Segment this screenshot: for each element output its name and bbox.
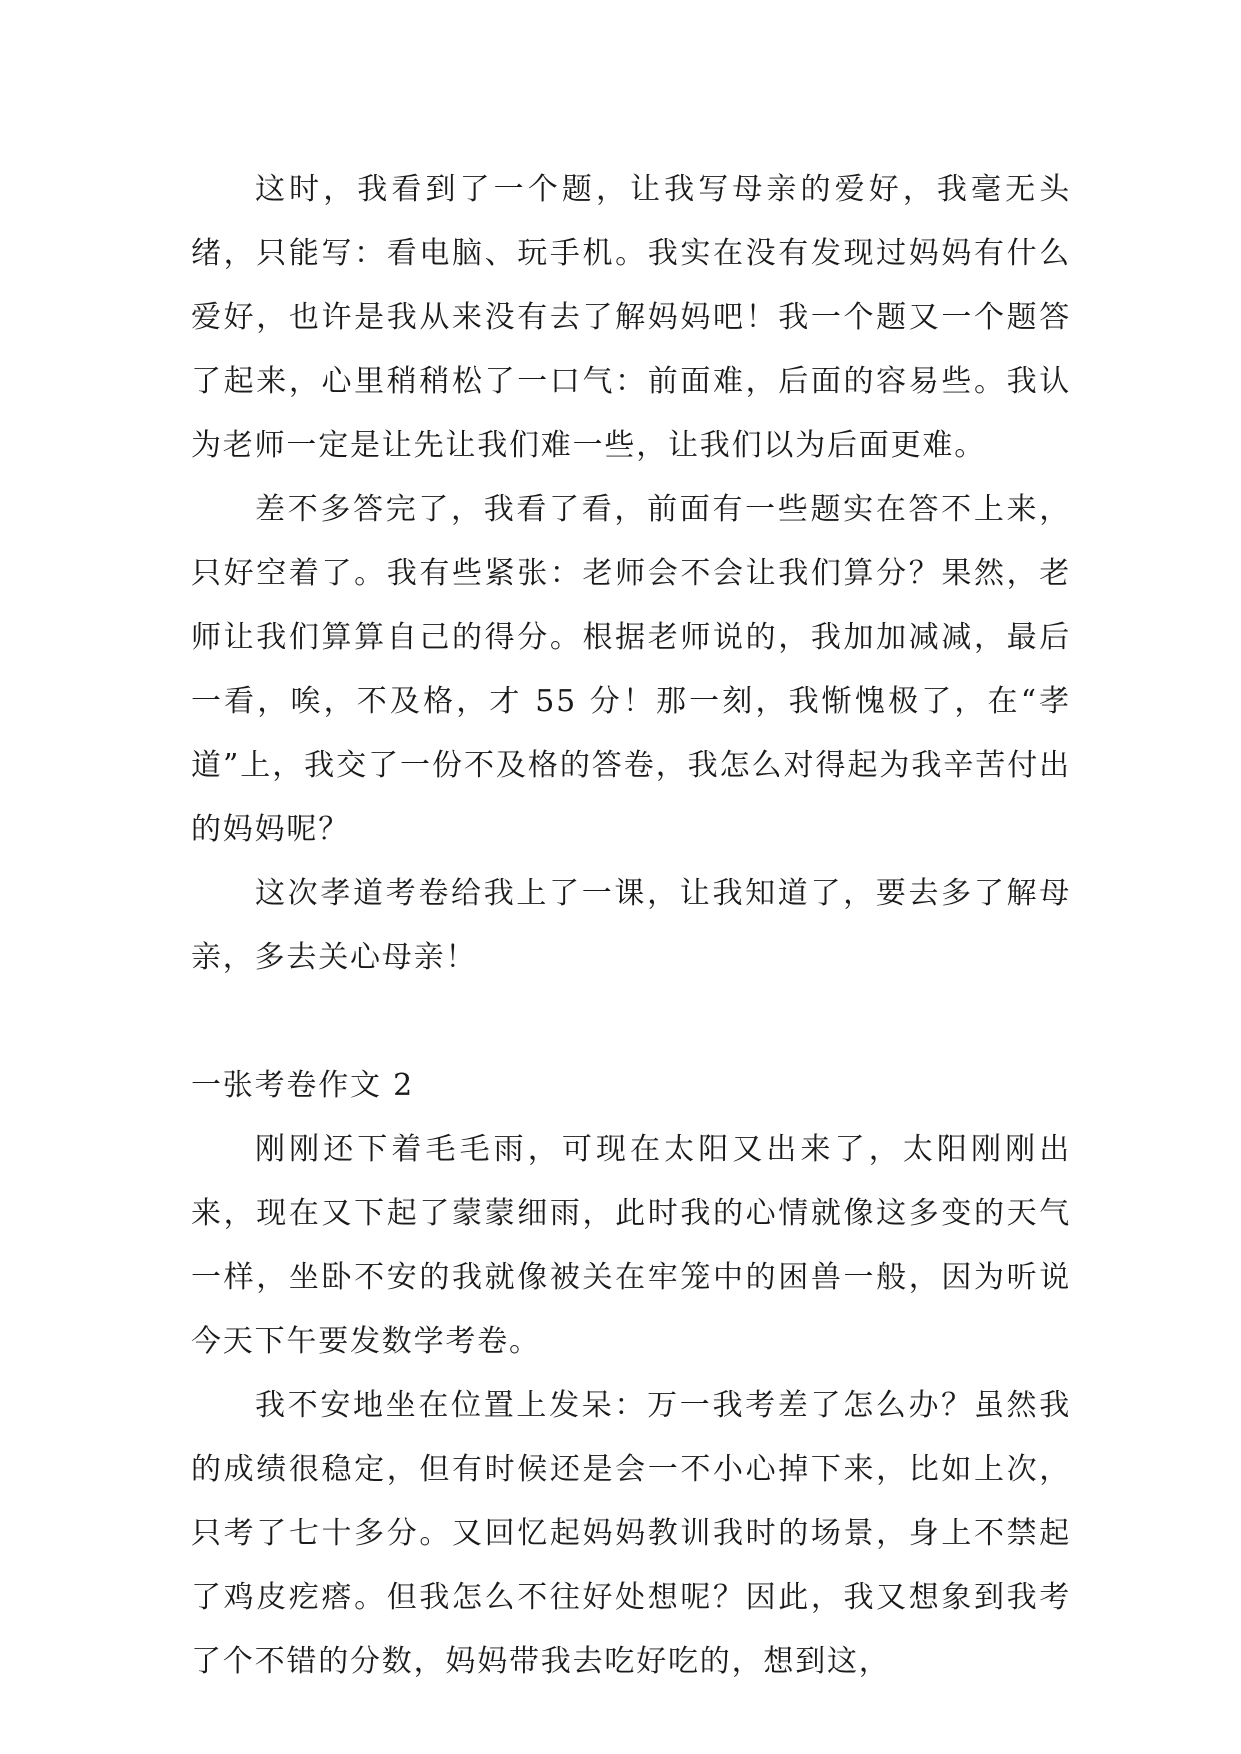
- section-spacer: [191, 990, 1071, 1054]
- essay-one-paragraph-3: 这次孝道考卷给我上了一课，让我知道了，要去多了解母亲，多去关心母亲！: [191, 876, 1071, 975]
- essay-two-paragraph-2: 我不安地坐在位置上发呆：万一我考差了怎么办？虽然我的成绩很稳定，但有时候还是会一不小心掉下来，比如上次，只考了七十多分。又回忆起妈妈教训我时的场景，身上不禁起了鸡皮疙瘩。但我怎么不往好处想呢？因此，我又想象到我考了个不错的分数，妈妈带我去吃好吃的，想到这，: [191, 1388, 1071, 1679]
- essay-two-title: 一张考卷作文 2: [191, 1068, 415, 1103]
- document-body: [191, 158, 1071, 1694]
- essay-two-paragraph-1: 刚刚还下着毛毛雨，可现在太阳又出来了，太阳刚刚出来，现在又下起了蒙蒙细雨，此时我的心情就像这多变的天气一样，坐卧不安的我就像被关在牢笼中的困兽一般，因为听说今天下午要发数学考卷。: [191, 1132, 1071, 1359]
- essay-one-paragraph-1: 这时，我看到了一个题，让我写母亲的爱好，我毫无头绪，只能写：看电脑、玩手机。我实在没有发现过妈妈有什么爱好，也许是我从来没有去了解妈妈吧！我一个题又一个题答了起来，心里稍稍松了一口气：前面难，后面的容易些。我认为老师一定是让先让我们难一些，让我们以为后面更难。: [191, 172, 1071, 463]
- essay-one-paragraph-2: 差不多答完了，我看了看，前面有一些题实在答不上来，只好空着了。我有些紧张：老师会不会让我们算分？果然，老师让我们算算自己的得分。根据老师说的，我加加减减，最后一看，唉，不及格，才 55 分！那一刻，我惭愧极了，在“孝道”上，我交了一份不及格的答卷，我怎么对得起为我辛苦付出的妈妈呢？: [191, 492, 1071, 847]
